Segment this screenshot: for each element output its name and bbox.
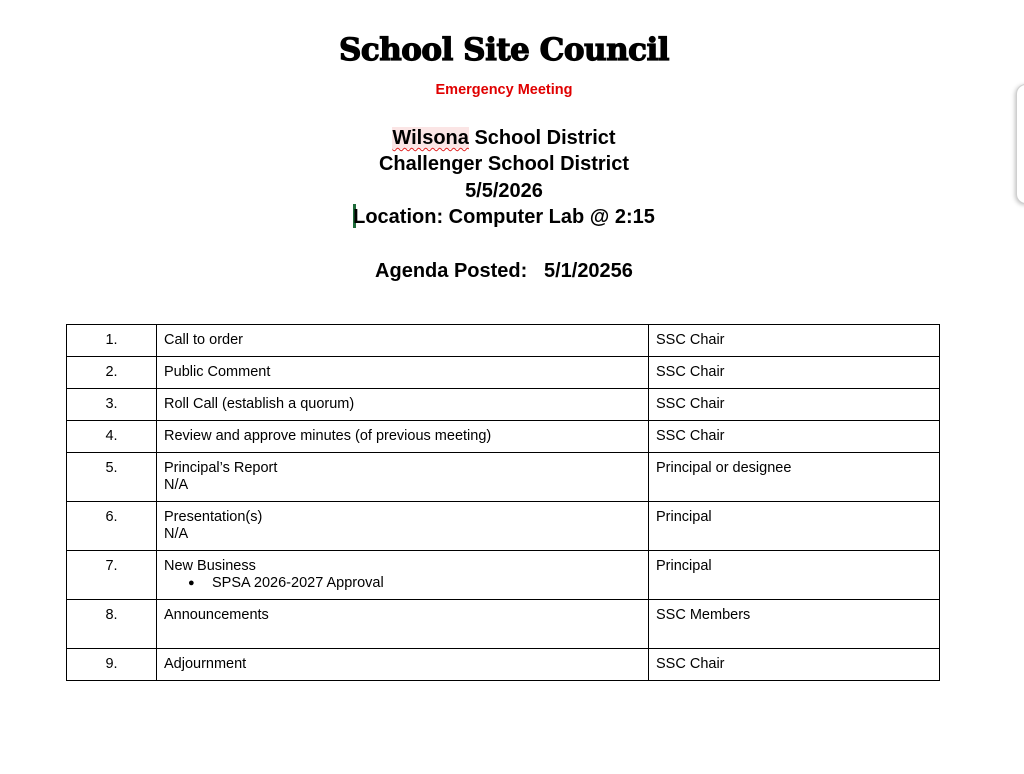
item-lead: SSC Chair	[649, 325, 940, 357]
meeting-header	[0, 125, 1008, 230]
item-description: Review and approve minutes (of previous meeting)	[157, 421, 649, 453]
item-note: N/A	[164, 526, 189, 542]
bullet-item	[164, 575, 641, 592]
meeting-location-line	[0, 204, 1008, 230]
item-title: New Business	[164, 558, 256, 574]
item-lead: SSC Chair	[649, 649, 940, 681]
table-row	[67, 421, 940, 453]
item-description	[157, 502, 649, 551]
bullet-text: SPSA 2026-2027 Approval	[212, 575, 384, 591]
item-description: Public Comment	[157, 357, 649, 389]
district-line-1	[0, 125, 1008, 151]
table-row	[67, 453, 940, 502]
item-description: Announcements	[157, 600, 649, 649]
item-description: Roll Call (establish a quorum)	[157, 389, 649, 421]
item-number: 8.	[67, 600, 157, 649]
item-number: 7.	[67, 551, 157, 600]
table-row	[67, 649, 940, 681]
item-number: 2.	[67, 357, 157, 389]
agenda-posted: Agenda Posted: 5/1/20256	[375, 260, 633, 282]
table-row	[67, 600, 940, 649]
item-note: N/A	[164, 477, 189, 493]
item-number: 9.	[67, 649, 157, 681]
item-lead: SSC Chair	[649, 357, 940, 389]
item-lead: SSC Members	[649, 600, 940, 649]
table-row	[67, 502, 940, 551]
item-title: Presentation(s)	[164, 509, 263, 525]
item-lead: SSC Chair	[649, 389, 940, 421]
meeting-type-subtitle: Emergency Meeting	[435, 82, 573, 98]
misspelled-word[interactable]: Wilsona	[392, 127, 469, 149]
meeting-location: Location: Computer Lab @ 2:15	[353, 205, 655, 228]
item-number: 1.	[67, 325, 157, 357]
item-lead: SSC Chair	[649, 421, 940, 453]
item-number: 4.	[67, 421, 157, 453]
agenda-table	[66, 324, 940, 681]
item-lead: Principal	[649, 551, 940, 600]
item-description	[157, 453, 649, 502]
item-title: Principal’s Report	[164, 460, 278, 476]
item-lead: Principal	[649, 502, 940, 551]
table-row	[67, 389, 940, 421]
item-number: 5.	[67, 453, 157, 502]
item-description: Call to order	[157, 325, 649, 357]
meeting-date: 5/5/2026	[465, 179, 543, 202]
item-description: Adjournment	[157, 649, 649, 681]
side-panel-tab[interactable]	[1016, 84, 1024, 204]
item-lead: Principal or designee	[649, 453, 940, 502]
table-row	[67, 357, 940, 389]
item-description	[157, 551, 649, 600]
table-row	[67, 551, 940, 600]
table-row	[67, 325, 940, 357]
district-line-1-rest: School District	[468, 127, 616, 149]
item-number: 6.	[67, 502, 157, 551]
document-title: School Site Council	[338, 32, 670, 68]
district-line-2: Challenger School District	[378, 153, 630, 176]
item-number: 3.	[67, 389, 157, 421]
